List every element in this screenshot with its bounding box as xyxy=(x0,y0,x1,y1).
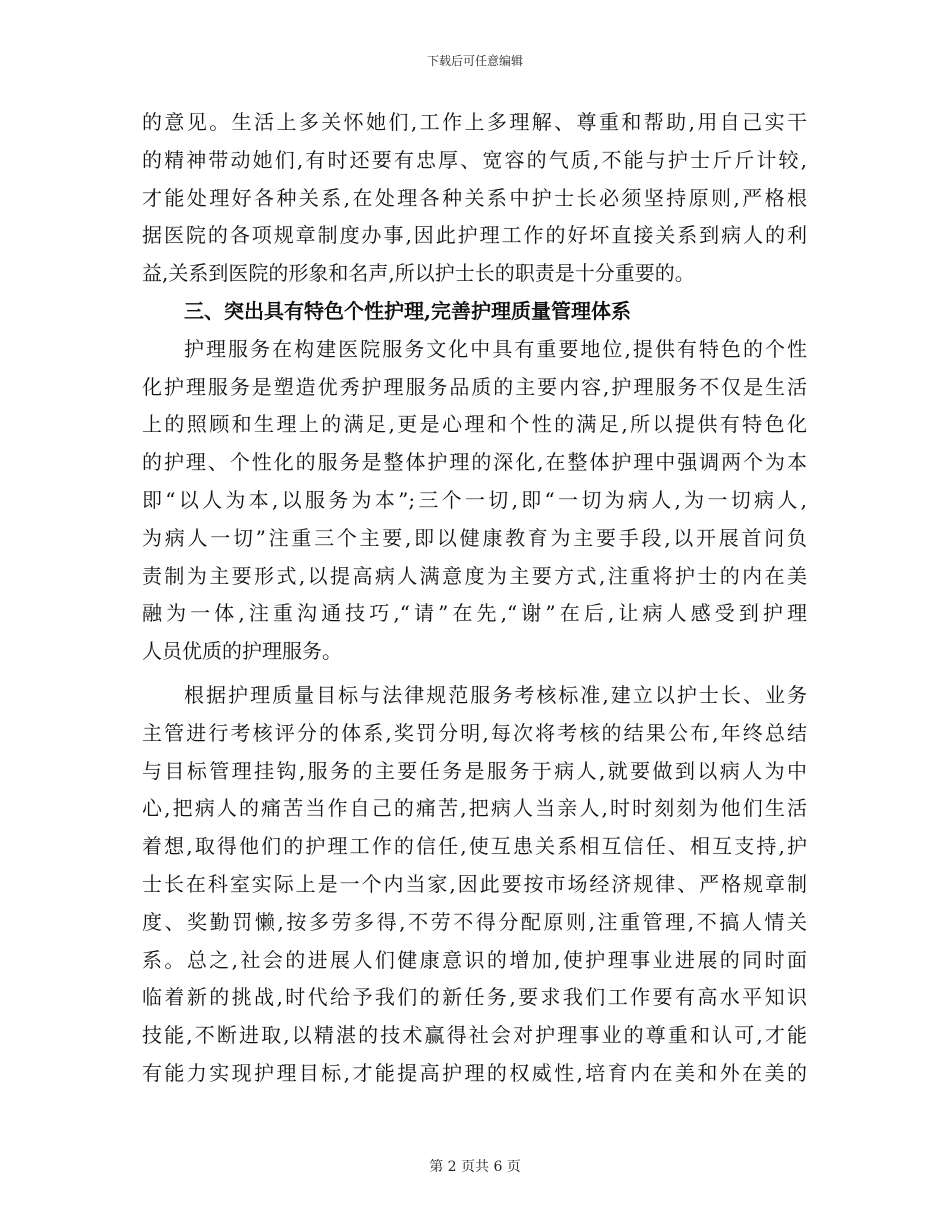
text-line: 技能,不断进取,以精湛的技术赢得社会对护理事业的尊重和认可,才能 xyxy=(142,1023,807,1048)
text-line: 护理服务在构建医院服务文化中具有重要地位,提供有特色的个性 xyxy=(184,336,807,361)
text-line: 才能处理好各种关系,在处理各种关系中护士长必须坚持原则,严格根 xyxy=(142,185,807,210)
text-line: 着想,取得他们的护理工作的信任,使互患关系相互信任、相互支持,护 xyxy=(142,834,807,859)
text-line: 即“以人为本,以服务为本”;三个一切,即“一切为病人,为一切病人, xyxy=(142,487,807,512)
text-line: 系。总之,社会的进展人们健康意识的增加,使护理事业进展的同时面 xyxy=(142,947,807,972)
text-line: 的护理、个性化的服务是整体护理的深化,在整体护理中强调两个为本 xyxy=(142,450,807,475)
text-line: 有能力实现护理目标,才能提高护理的权威性,培育内在美和外在美的 xyxy=(142,1060,807,1085)
text-line: 度、奖勤罚懒,按多劳多得,不劳不得分配原则,注重管理,不搞人情关 xyxy=(142,909,807,934)
text-line: 根据护理质量目标与法律规范服务考核标准,建立以护士长、业务 xyxy=(184,682,807,707)
text-line: 主管进行考核评分的体系,奖罚分明,每次将考核的结果公布,年终总结 xyxy=(142,720,807,745)
text-line: 据医院的各项规章制度办事,因此护理工作的好坏直接关系到病人的利 xyxy=(142,223,807,248)
text-line: 为病人一切”注重三个主要,即以健康教育为主要手段,以开展首问负 xyxy=(142,525,807,550)
text-line: 士长在科室实际上是一个内当家,因此要按市场经济规律、严格规章制 xyxy=(142,871,807,896)
text-line: 心,把病人的痛苦当作自己的痛苦,把病人当亲人,时时刻刻为他们生活 xyxy=(142,796,807,821)
text-line: 人员优质的护理服务。 xyxy=(142,639,342,664)
text-line: 益,关系到医院的形象和名声,所以护士长的职责是十分重要的。 xyxy=(142,261,695,286)
text-line: 临着新的挑战,时代给予我们的新任务,要求我们工作要有高水平知识 xyxy=(142,985,807,1010)
paragraph-3 xyxy=(142,677,807,1093)
page-footer: 第 2 页共 6 页 xyxy=(429,1159,521,1175)
text-line: 上的照顾和生理上的满足,更是心理和个性的满足,所以提供有特色化 xyxy=(142,412,807,437)
paragraph-1 xyxy=(142,104,807,293)
text-line: 融为一体,注重沟通技巧,“请”在先,“谢”在后,让病人感受到护理 xyxy=(142,601,807,626)
text-line: 责制为主要形式,以提高病人满意度为主要方式,注重将护士的内在美 xyxy=(142,563,807,588)
paragraph-2 xyxy=(142,331,807,671)
text-line: 化护理服务是塑造优秀护理服务品质的主要内容,护理服务不仅是生活 xyxy=(142,374,807,399)
page-header: 下载后可任意编辑 xyxy=(426,54,523,68)
document-body xyxy=(142,104,807,1093)
section-heading: 三、突出具有特色个性护理,完善护理质量管理体系 xyxy=(184,298,631,323)
text-line: 的精神带动她们,有时还要有忠厚、宽容的气质,不能与护士斤斤计较, xyxy=(142,147,807,172)
text-line: 的意见。生活上多关怀她们,工作上多理解、尊重和帮助,用自己实干 xyxy=(142,110,807,134)
text-line: 与目标管理挂钩,服务的主要任务是服务于病人,就要做到以病人为中 xyxy=(142,758,807,783)
